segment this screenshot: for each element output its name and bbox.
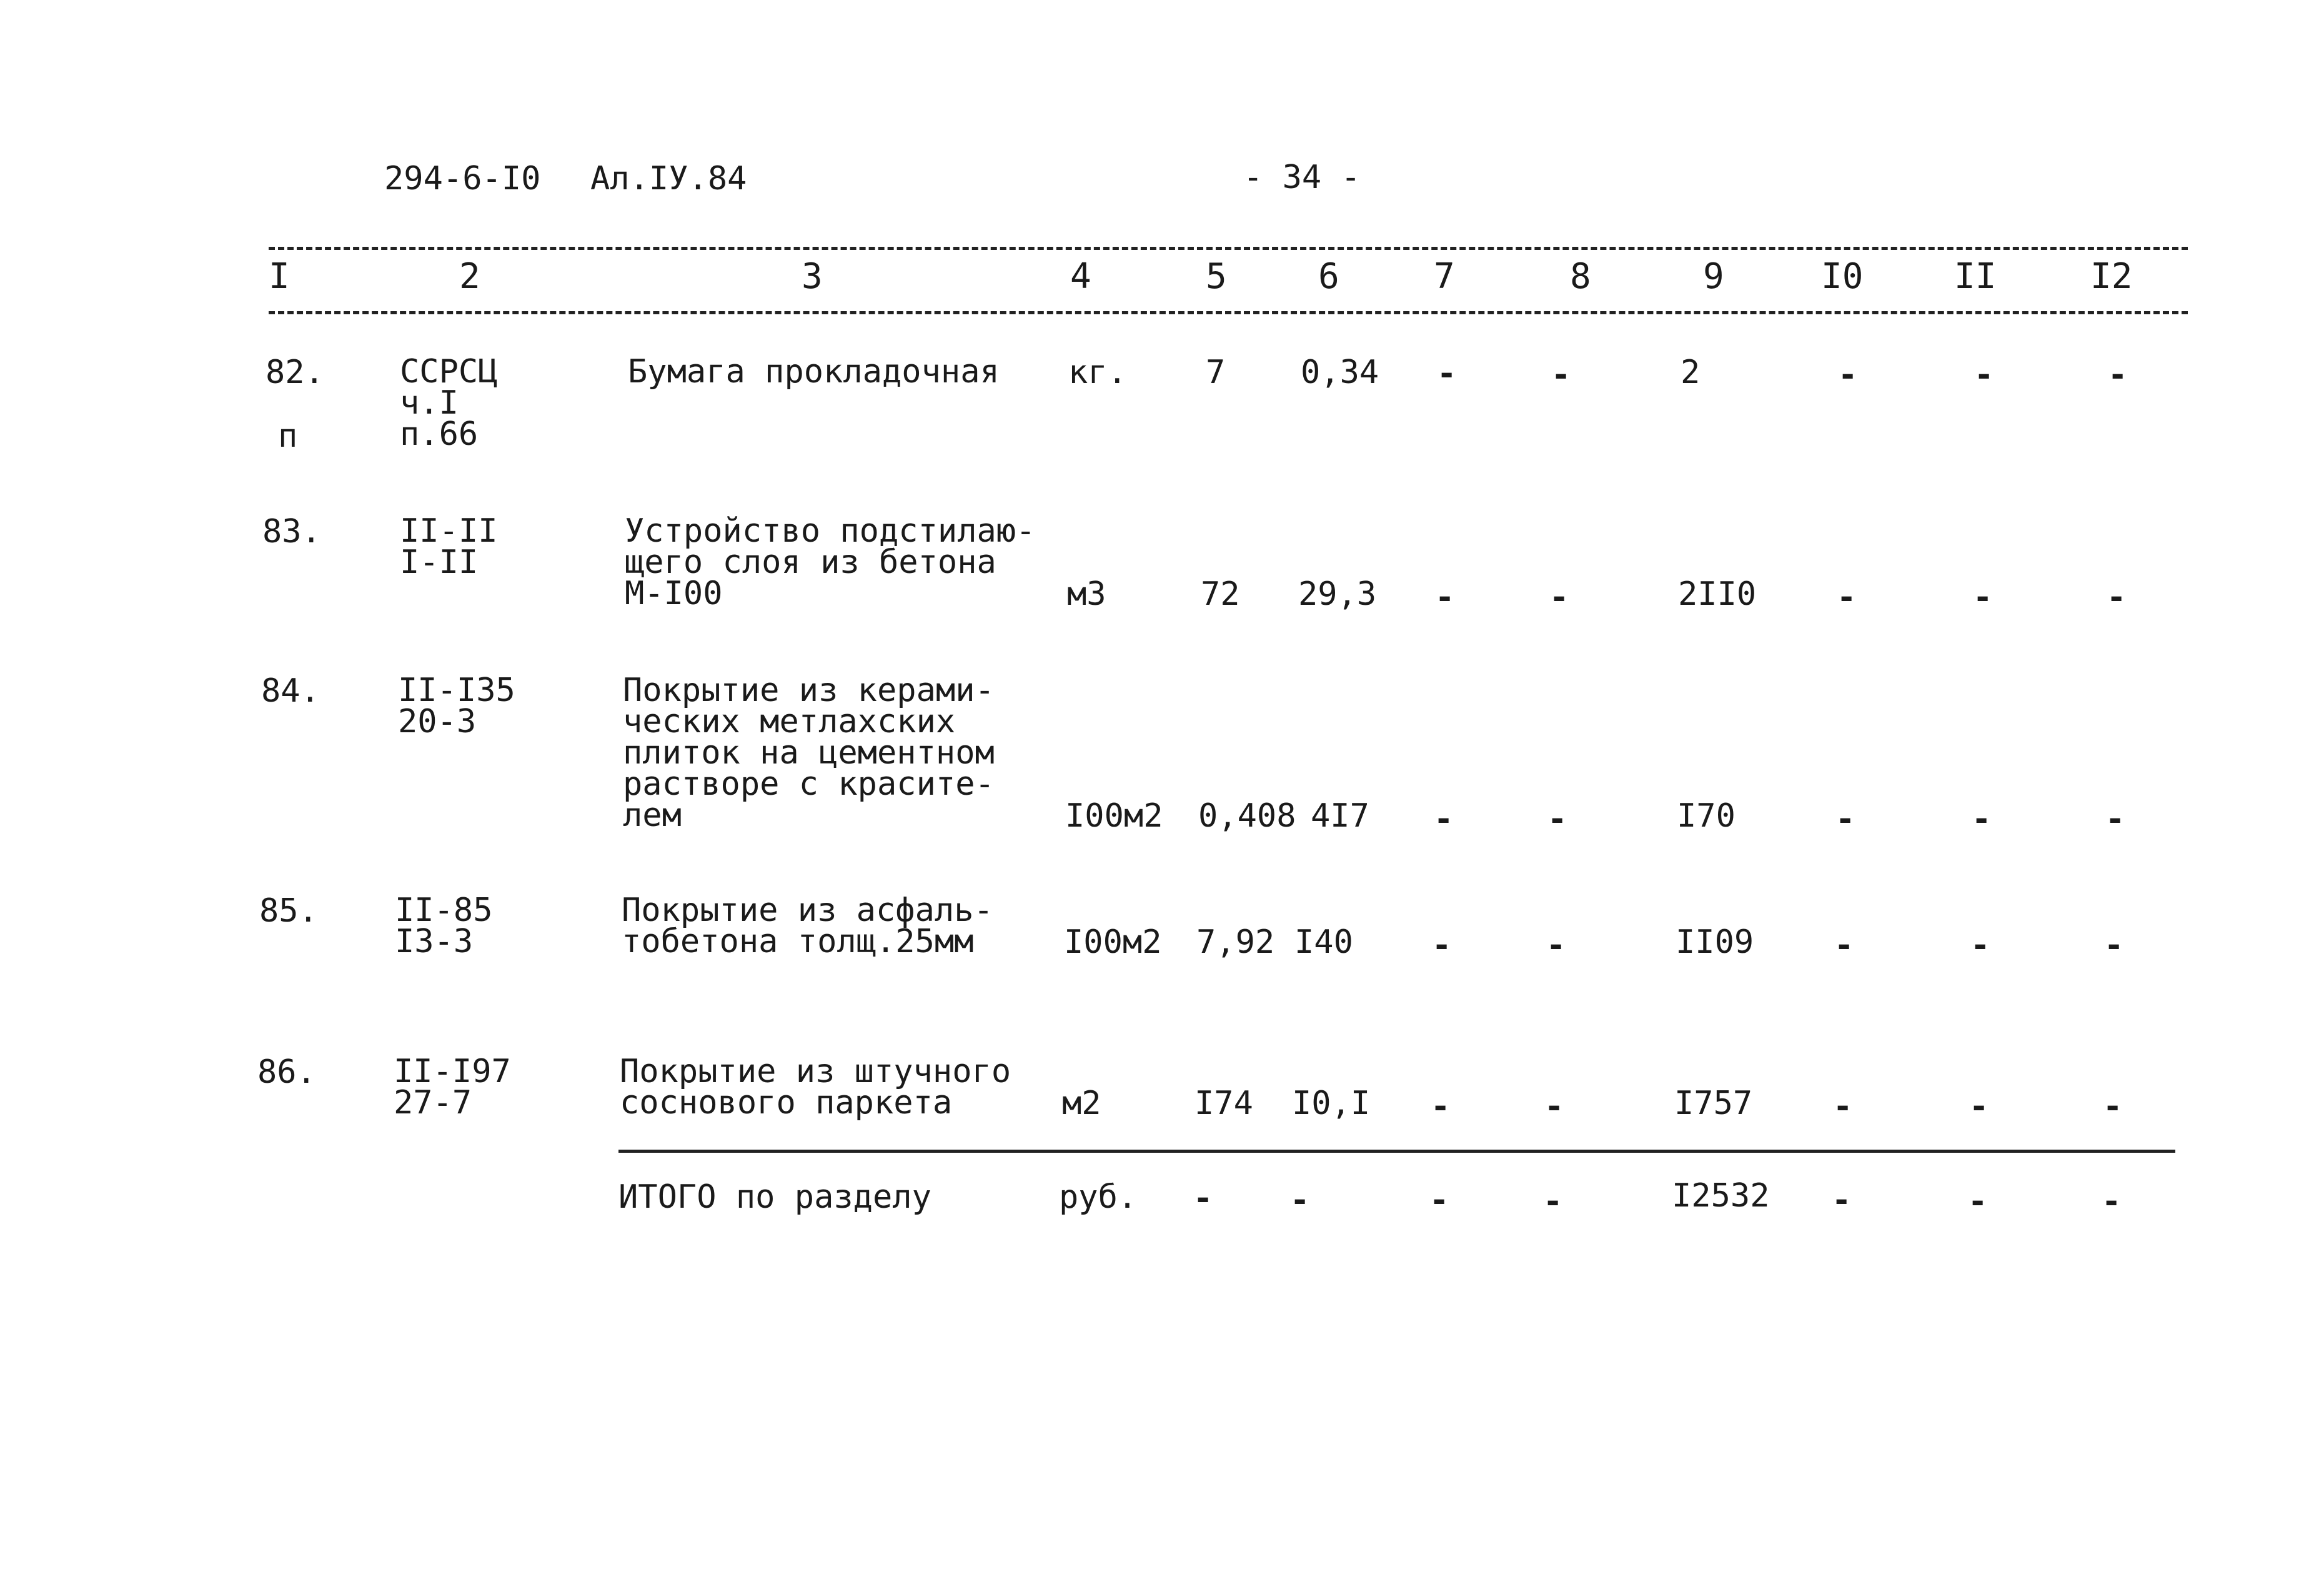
- row-total: II09: [1676, 923, 1754, 961]
- row-col12: -: [2108, 356, 2128, 394]
- row-unit: кг.: [1068, 354, 1127, 391]
- table-top-rule: [269, 247, 2188, 250]
- row-number-suffix: п: [278, 417, 298, 455]
- row-qty: 7,92: [1196, 923, 1275, 961]
- row-unit: I00м2: [1064, 923, 1162, 961]
- row-code: II-I97 27-7: [394, 1053, 511, 1122]
- row-unit: м3: [1067, 575, 1106, 613]
- total-col7: -: [1429, 1182, 1449, 1219]
- row-col12: -: [2107, 579, 2127, 616]
- row-name: Покрытие из керами- ческих метлахских плиток на цементном растворе с красите- лем: [623, 672, 995, 834]
- row-total: I70: [1677, 797, 1736, 835]
- row-col7: -: [1435, 579, 1455, 616]
- col-header-10: I0: [1821, 256, 1864, 297]
- row-number: 85.: [259, 892, 318, 930]
- row-col7: -: [1432, 927, 1452, 964]
- col-header-7: 7: [1434, 256, 1455, 297]
- col-header-3: 3: [802, 256, 823, 297]
- row-total: I757: [1674, 1085, 1753, 1122]
- row-code: ССРСЦ ч.I п.66: [400, 353, 498, 453]
- row-unit: м2: [1062, 1085, 1101, 1122]
- row-code: II-I35 20-3: [398, 672, 515, 740]
- row-col8: -: [1544, 1088, 1564, 1125]
- row-col10: -: [1837, 579, 1857, 616]
- total-col11: -: [1968, 1183, 1988, 1220]
- col-header-11: II: [1954, 256, 1997, 297]
- row-col11: -: [1970, 927, 1990, 964]
- row-col10: -: [1835, 800, 1855, 838]
- row-col12: -: [2105, 800, 2125, 838]
- row-col8: -: [1546, 927, 1566, 964]
- col-header-12: I2: [2090, 256, 2133, 297]
- total-unit: руб.: [1059, 1178, 1138, 1216]
- row-col8: -: [1549, 579, 1569, 616]
- row-col10: -: [1833, 1088, 1853, 1125]
- row-total: 2II0: [1678, 575, 1757, 613]
- col-header-9: 9: [1703, 256, 1724, 297]
- row-col11: -: [1974, 356, 1994, 394]
- row-number: 86.: [257, 1053, 316, 1091]
- row-qty: 7: [1206, 354, 1226, 391]
- row-col12: -: [2103, 1088, 2123, 1125]
- col-header-5: 5: [1206, 256, 1227, 297]
- row-qty: I74: [1194, 1085, 1253, 1122]
- row-number: 82.: [266, 354, 324, 391]
- doc-code: 294-6-I0: [384, 160, 541, 197]
- row-name: Покрытие из асфаль- тобетона толщ.25мм: [622, 892, 993, 960]
- col-header-6: 6: [1318, 256, 1339, 297]
- row-name: Устройство подстилаю- щего слоя из бетона М-I00: [625, 512, 1036, 612]
- row-price: I0,I: [1292, 1085, 1371, 1122]
- col-header-2: 2: [459, 256, 480, 297]
- row-number: 84.: [261, 672, 320, 710]
- row-price: 4I7: [1311, 797, 1369, 835]
- row-col11: -: [1969, 1088, 1989, 1125]
- row-col10: -: [1838, 356, 1858, 394]
- col-header-1: I: [269, 256, 290, 297]
- row-name: Покрытие из штучного соснового паркета: [620, 1053, 1011, 1122]
- row-qty: 72: [1201, 575, 1240, 613]
- row-price: I40: [1294, 923, 1353, 961]
- row-code: II-II I-II: [400, 512, 498, 581]
- row-col7: -: [1437, 355, 1457, 392]
- row-name: Бумага прокладочная: [628, 353, 1000, 391]
- table-header-rule: [269, 311, 2188, 314]
- row-unit: I00м2: [1065, 797, 1163, 835]
- total-col8: -: [1543, 1183, 1563, 1220]
- row-col8: -: [1551, 356, 1571, 394]
- col-header-4: 4: [1070, 256, 1091, 297]
- row-col7: -: [1434, 800, 1454, 838]
- row-price: 0,34: [1301, 354, 1379, 391]
- page-number: - 34 -: [1243, 159, 1361, 196]
- row-col10: -: [1834, 927, 1854, 964]
- row-col8: -: [1547, 800, 1567, 838]
- row-price: 29,3: [1298, 575, 1377, 613]
- album-code: Ал.IУ.84: [590, 160, 747, 197]
- total-qty: -: [1193, 1180, 1213, 1217]
- col-header-8: 8: [1570, 256, 1591, 297]
- row-total: 2: [1681, 354, 1701, 391]
- total-col10: -: [1832, 1182, 1852, 1219]
- total-label: ИТОГО по разделу: [618, 1178, 931, 1216]
- row-number: 83.: [262, 513, 321, 550]
- row-qty: 0,408: [1198, 797, 1296, 835]
- row-col12: -: [2104, 927, 2124, 964]
- row-col11: -: [1973, 579, 1993, 616]
- total-col12: -: [2102, 1183, 2122, 1220]
- total-separator-rule: [618, 1150, 2175, 1153]
- row-col7: -: [1431, 1088, 1451, 1125]
- row-col11: -: [1972, 800, 1992, 838]
- total-price: -: [1290, 1182, 1310, 1219]
- total-value: I2532: [1672, 1177, 1770, 1215]
- row-code: II-85 I3-3: [395, 892, 493, 960]
